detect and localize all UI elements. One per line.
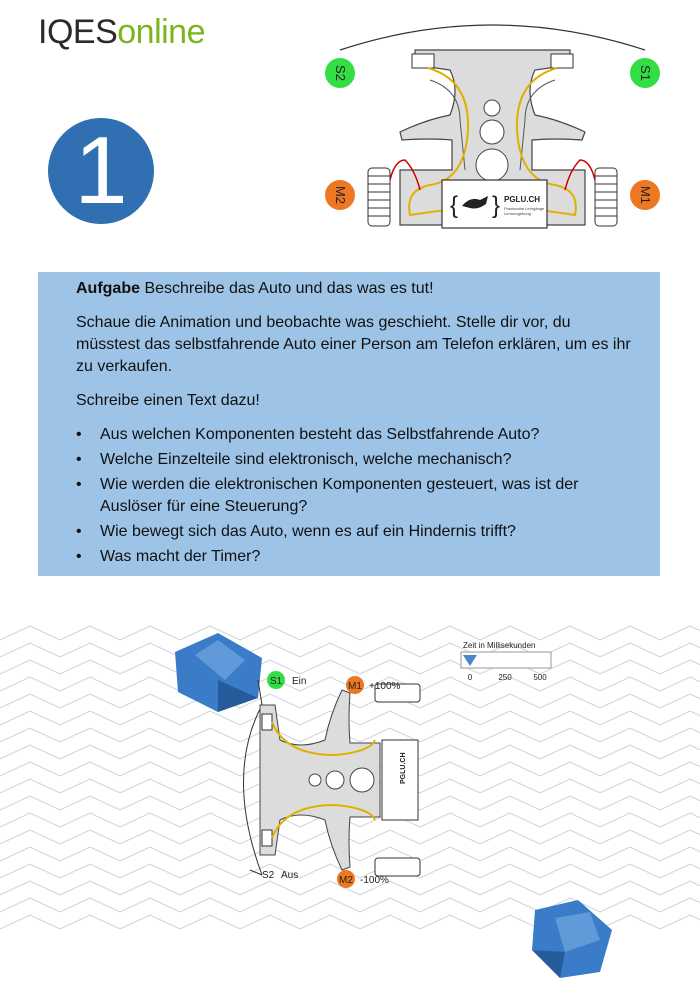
task-instruction: Schreibe einen Text dazu! <box>76 392 260 409</box>
hole-medium <box>480 120 504 144</box>
timer-tick: 250 <box>498 673 512 682</box>
wheel-left <box>368 168 390 226</box>
iqes-logo <box>38 12 205 52</box>
question-item: • Wie werden die elektronischen Komponenten gesteuert, was ist der Auslöser für eine Steuerung? <box>100 474 632 518</box>
anim-m2-label: M2 <box>339 875 353 886</box>
svg-text:{: { <box>450 192 459 219</box>
timer-title: Zeit in Millisekunden <box>463 641 536 650</box>
task-box <box>38 272 660 576</box>
s2-label: S2 <box>333 65 348 81</box>
anim-m2-value: -100% <box>360 875 389 886</box>
zigzag-line <box>0 847 700 861</box>
anim-m1-value: +100% <box>369 681 401 692</box>
question-item: • Was macht der Timer? <box>100 546 632 568</box>
step-number-badge: 1 <box>48 118 154 224</box>
timer-tick: 500 <box>533 673 547 682</box>
animation-figure <box>0 600 700 1000</box>
wheel-right <box>595 168 617 226</box>
m2-label: M2 <box>333 185 348 205</box>
svg-text:}: } <box>492 192 501 219</box>
anim-s1-state: Ein <box>292 676 307 687</box>
board-sub2: Lernumgebung <box>504 211 531 216</box>
animated-car <box>260 684 420 876</box>
task-paragraph: Schaue die Animation und beobachte was geschieht. Stelle dir vor, du müsstest das selbstfahrende Auto einer Person am Telefon erklären, um es ihr zu verkaufen. <box>76 314 631 375</box>
sensor-s2-body <box>412 54 434 68</box>
logo-part1: IQES <box>38 13 118 51</box>
board-sub1: Praxisnahe Lehrgänge <box>504 206 545 211</box>
hole-small <box>484 100 500 116</box>
hole-large <box>476 149 508 181</box>
zigzag-line <box>0 660 700 674</box>
question-item: • Welche Einzelteile sind elektronisch, welche mechanisch? <box>100 449 632 471</box>
anim-s2-label: S2 <box>262 870 275 881</box>
task-heading <box>76 278 632 300</box>
task-title-rest: Beschreibe das Auto und das was es tut! <box>140 280 434 297</box>
timer-tick: 0 <box>467 673 473 682</box>
logo-part2: online <box>117 13 205 51</box>
question-list <box>76 424 632 568</box>
zigzag-line <box>0 898 700 912</box>
anim-s2-state: Aus <box>281 870 299 881</box>
car-diagram-top <box>320 20 665 235</box>
question-item: • Wie bewegt sich das Auto, wenn es auf ein Hindernis trifft? <box>100 521 632 543</box>
m1-label: M1 <box>638 185 653 205</box>
anim-m1-label: M1 <box>348 681 362 692</box>
animated-car-brand: PGLU.CH <box>400 752 407 784</box>
zigzag-line <box>0 830 700 844</box>
sensor-arc <box>340 25 645 50</box>
timer-track <box>461 652 551 668</box>
sensor-s1-body <box>551 54 573 68</box>
question-item: • Aus welchen Komponenten besteht das Selbstfahrende Auto? <box>100 424 632 446</box>
task-title: Aufgabe <box>76 280 140 297</box>
board-brand: PGLU.CH <box>504 195 540 204</box>
zigzag-line <box>0 626 700 640</box>
anim-s1-label: S1 <box>269 676 283 687</box>
zigzag-line <box>0 711 700 725</box>
zigzag-line <box>0 643 700 657</box>
s1-label: S1 <box>638 65 653 81</box>
